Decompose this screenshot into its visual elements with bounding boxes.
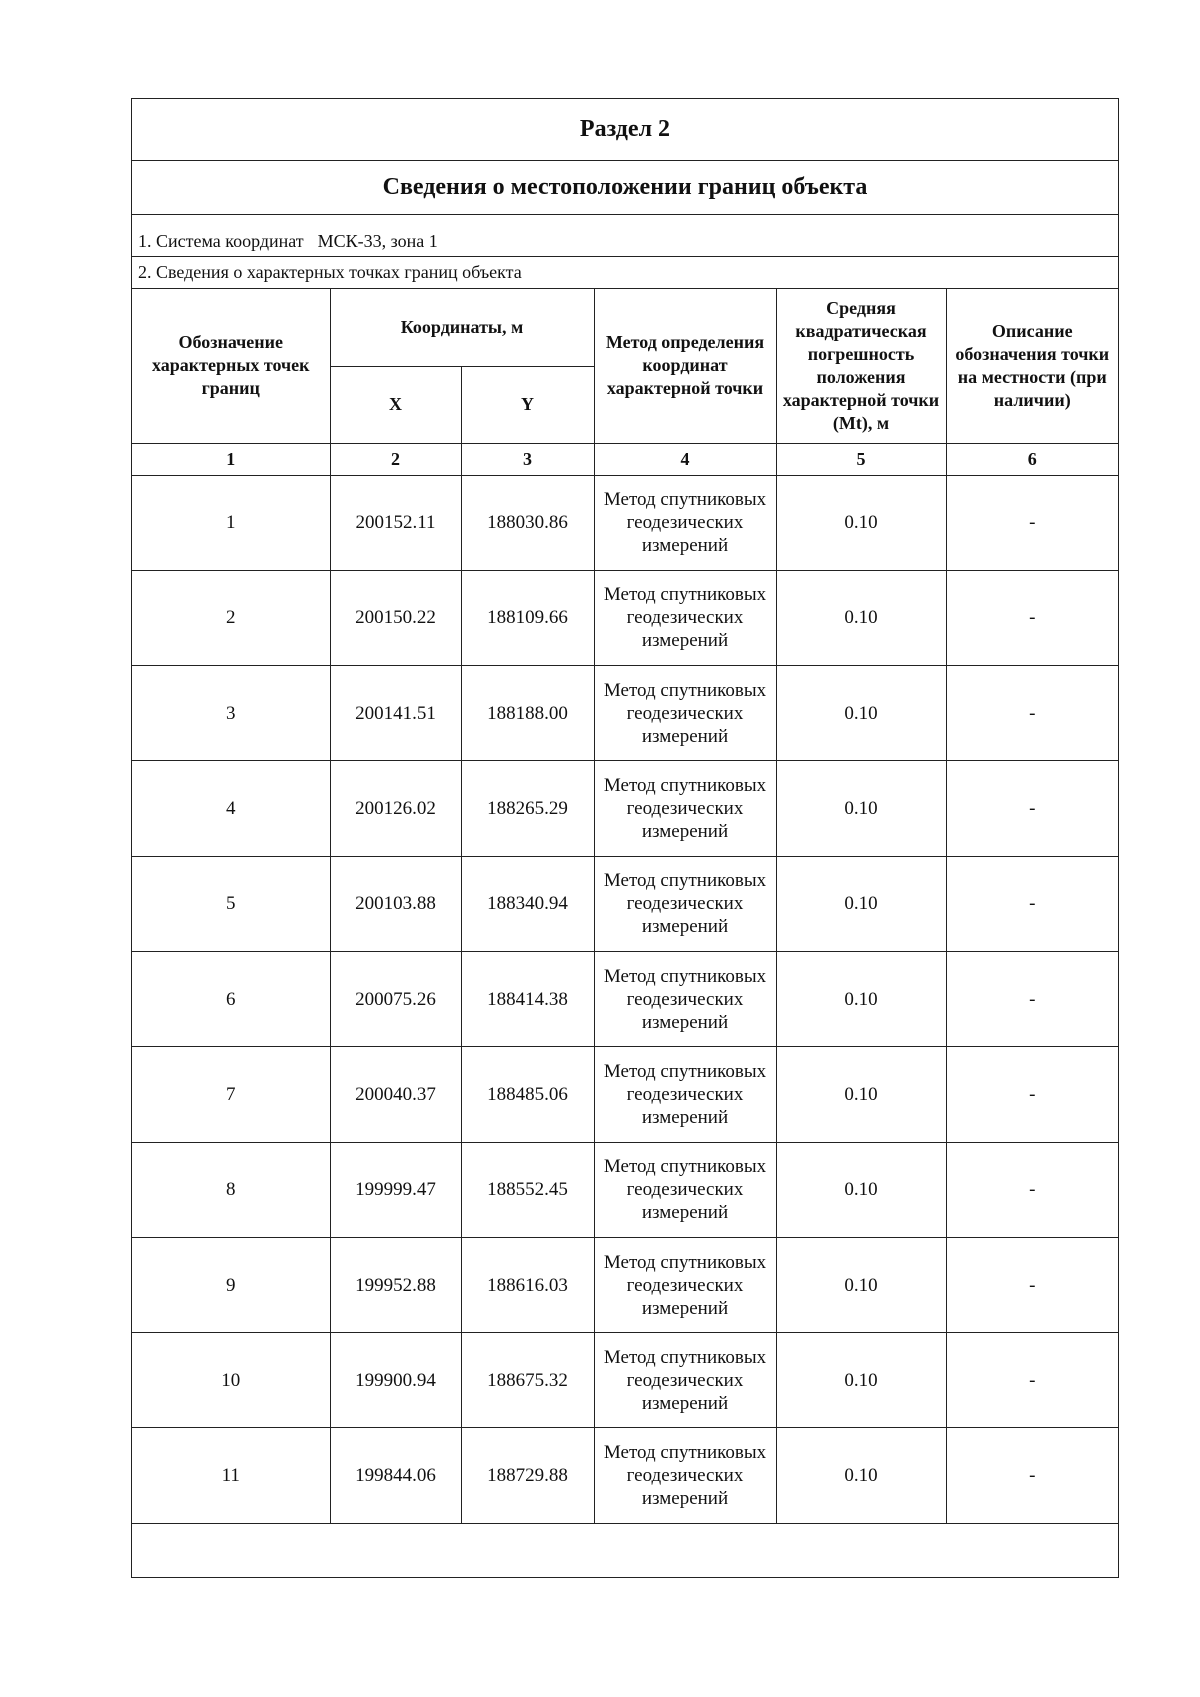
coordinate-x: 199900.94 — [330, 1333, 461, 1428]
column-number: 6 — [946, 443, 1118, 475]
table-row — [132, 856, 1118, 951]
point-id: 6 — [132, 951, 330, 1046]
point-description: - — [946, 1047, 1118, 1142]
method: Метод спутниковых геодезических измерений — [594, 761, 776, 856]
method: Метод спутниковых геодезических измерений — [594, 475, 776, 570]
coordinate-y: 188552.45 — [461, 1142, 594, 1237]
coordinate-y: 188188.00 — [461, 666, 594, 761]
mean-square-error: 0.10 — [776, 1237, 946, 1332]
coordinate-x: 200126.02 — [330, 761, 461, 856]
method: Метод спутниковых геодезических измерений — [594, 1333, 776, 1428]
mean-square-error: 0.10 — [776, 1333, 946, 1428]
point-description: - — [946, 856, 1118, 951]
mean-square-error: 0.10 — [776, 666, 946, 761]
point-id: 4 — [132, 761, 330, 856]
coordinate-x: 200150.22 — [330, 570, 461, 665]
method: Метод спутниковых геодезических измерений — [594, 570, 776, 665]
coordinate-x: 199999.47 — [330, 1142, 461, 1237]
point-description: - — [946, 761, 1118, 856]
method: Метод спутниковых геодезических измерений — [594, 1142, 776, 1237]
point-description: - — [946, 1333, 1118, 1428]
header-description: Описание обозначения точки на местности (при наличии) — [946, 289, 1118, 443]
mean-square-error: 0.10 — [776, 761, 946, 856]
header-designation: Обозначение характерных точек границ — [132, 289, 330, 443]
table-row — [132, 1142, 1118, 1237]
point-id: 8 — [132, 1142, 330, 1237]
section-title: Раздел 2 — [132, 99, 1118, 161]
mean-square-error: 0.10 — [776, 1047, 946, 1142]
point-id: 2 — [132, 570, 330, 665]
column-number: 3 — [461, 443, 594, 475]
point-description: - — [946, 1237, 1118, 1332]
point-description: - — [946, 570, 1118, 665]
point-description: - — [946, 1142, 1118, 1237]
method: Метод спутниковых геодезических измерений — [594, 1237, 776, 1332]
point-id: 9 — [132, 1237, 330, 1332]
mean-square-error: 0.10 — [776, 1142, 946, 1237]
column-number: 1 — [132, 443, 330, 475]
coordinate-x: 200152.11 — [330, 475, 461, 570]
coordinate-y: 188414.38 — [461, 951, 594, 1046]
coordinate-y: 188616.03 — [461, 1237, 594, 1332]
empty-row — [132, 1523, 1118, 1570]
table-row — [132, 1333, 1118, 1428]
section-subtitle: Сведения о местоположении границ объекта — [132, 161, 1118, 215]
coordinate-x: 199844.06 — [330, 1428, 461, 1523]
table-row — [132, 1428, 1118, 1523]
header-error: Средняя квадратическая погрешность положения характерной точки (Mt), м — [776, 289, 946, 443]
coordinate-x: 200040.37 — [330, 1047, 461, 1142]
point-id: 5 — [132, 856, 330, 951]
header-x: X — [330, 366, 461, 443]
point-id: 10 — [132, 1333, 330, 1428]
point-description: - — [946, 1428, 1118, 1523]
coordinate-y: 188265.29 — [461, 761, 594, 856]
coordinate-x: 200103.88 — [330, 856, 461, 951]
point-description: - — [946, 951, 1118, 1046]
header-coordinates: Координаты, м — [330, 289, 594, 366]
mean-square-error: 0.10 — [776, 1428, 946, 1523]
column-number: 4 — [594, 443, 776, 475]
point-id: 11 — [132, 1428, 330, 1523]
method: Метод спутниковых геодезических измерений — [594, 1428, 776, 1523]
boundary-points-table — [132, 289, 1118, 1570]
header-y: Y — [461, 366, 594, 443]
table-row — [132, 666, 1118, 761]
mean-square-error: 0.10 — [776, 856, 946, 951]
coordinate-y: 188109.66 — [461, 570, 594, 665]
point-description: - — [946, 475, 1118, 570]
mean-square-error: 0.10 — [776, 570, 946, 665]
column-number: 5 — [776, 443, 946, 475]
coordinate-y: 188030.86 — [461, 475, 594, 570]
coordinate-system-value: МСК-33, зона 1 — [317, 231, 438, 251]
coordinate-system-line — [132, 215, 1118, 257]
points-heading: 2. Сведения о характерных точках границ объекта — [132, 257, 1118, 289]
table-row — [132, 475, 1118, 570]
coordinate-y: 188729.88 — [461, 1428, 594, 1523]
method: Метод спутниковых геодезических измерений — [594, 666, 776, 761]
method: Метод спутниковых геодезических измерений — [594, 856, 776, 951]
point-description: - — [946, 666, 1118, 761]
table-row — [132, 1237, 1118, 1332]
coordinate-x: 200075.26 — [330, 951, 461, 1046]
mean-square-error: 0.10 — [776, 475, 946, 570]
table-row — [132, 570, 1118, 665]
coordinate-x: 199952.88 — [330, 1237, 461, 1332]
header-method: Метод определения координат характерной точки — [594, 289, 776, 443]
mean-square-error: 0.10 — [776, 951, 946, 1046]
table-row — [132, 951, 1118, 1046]
table-row — [132, 1047, 1118, 1142]
point-id: 3 — [132, 666, 330, 761]
coordinate-y: 188485.06 — [461, 1047, 594, 1142]
empty-cell — [132, 1523, 1118, 1570]
method: Метод спутниковых геодезических измерений — [594, 1047, 776, 1142]
coordinate-x: 200141.51 — [330, 666, 461, 761]
document-page — [131, 98, 1119, 1578]
coordinate-y: 188675.32 — [461, 1333, 594, 1428]
coordinate-y: 188340.94 — [461, 856, 594, 951]
method: Метод спутниковых геодезических измерений — [594, 951, 776, 1046]
point-id: 1 — [132, 475, 330, 570]
column-number: 2 — [330, 443, 461, 475]
point-id: 7 — [132, 1047, 330, 1142]
coordinate-system-label: 1. Система координат — [138, 231, 304, 251]
table-row — [132, 761, 1118, 856]
